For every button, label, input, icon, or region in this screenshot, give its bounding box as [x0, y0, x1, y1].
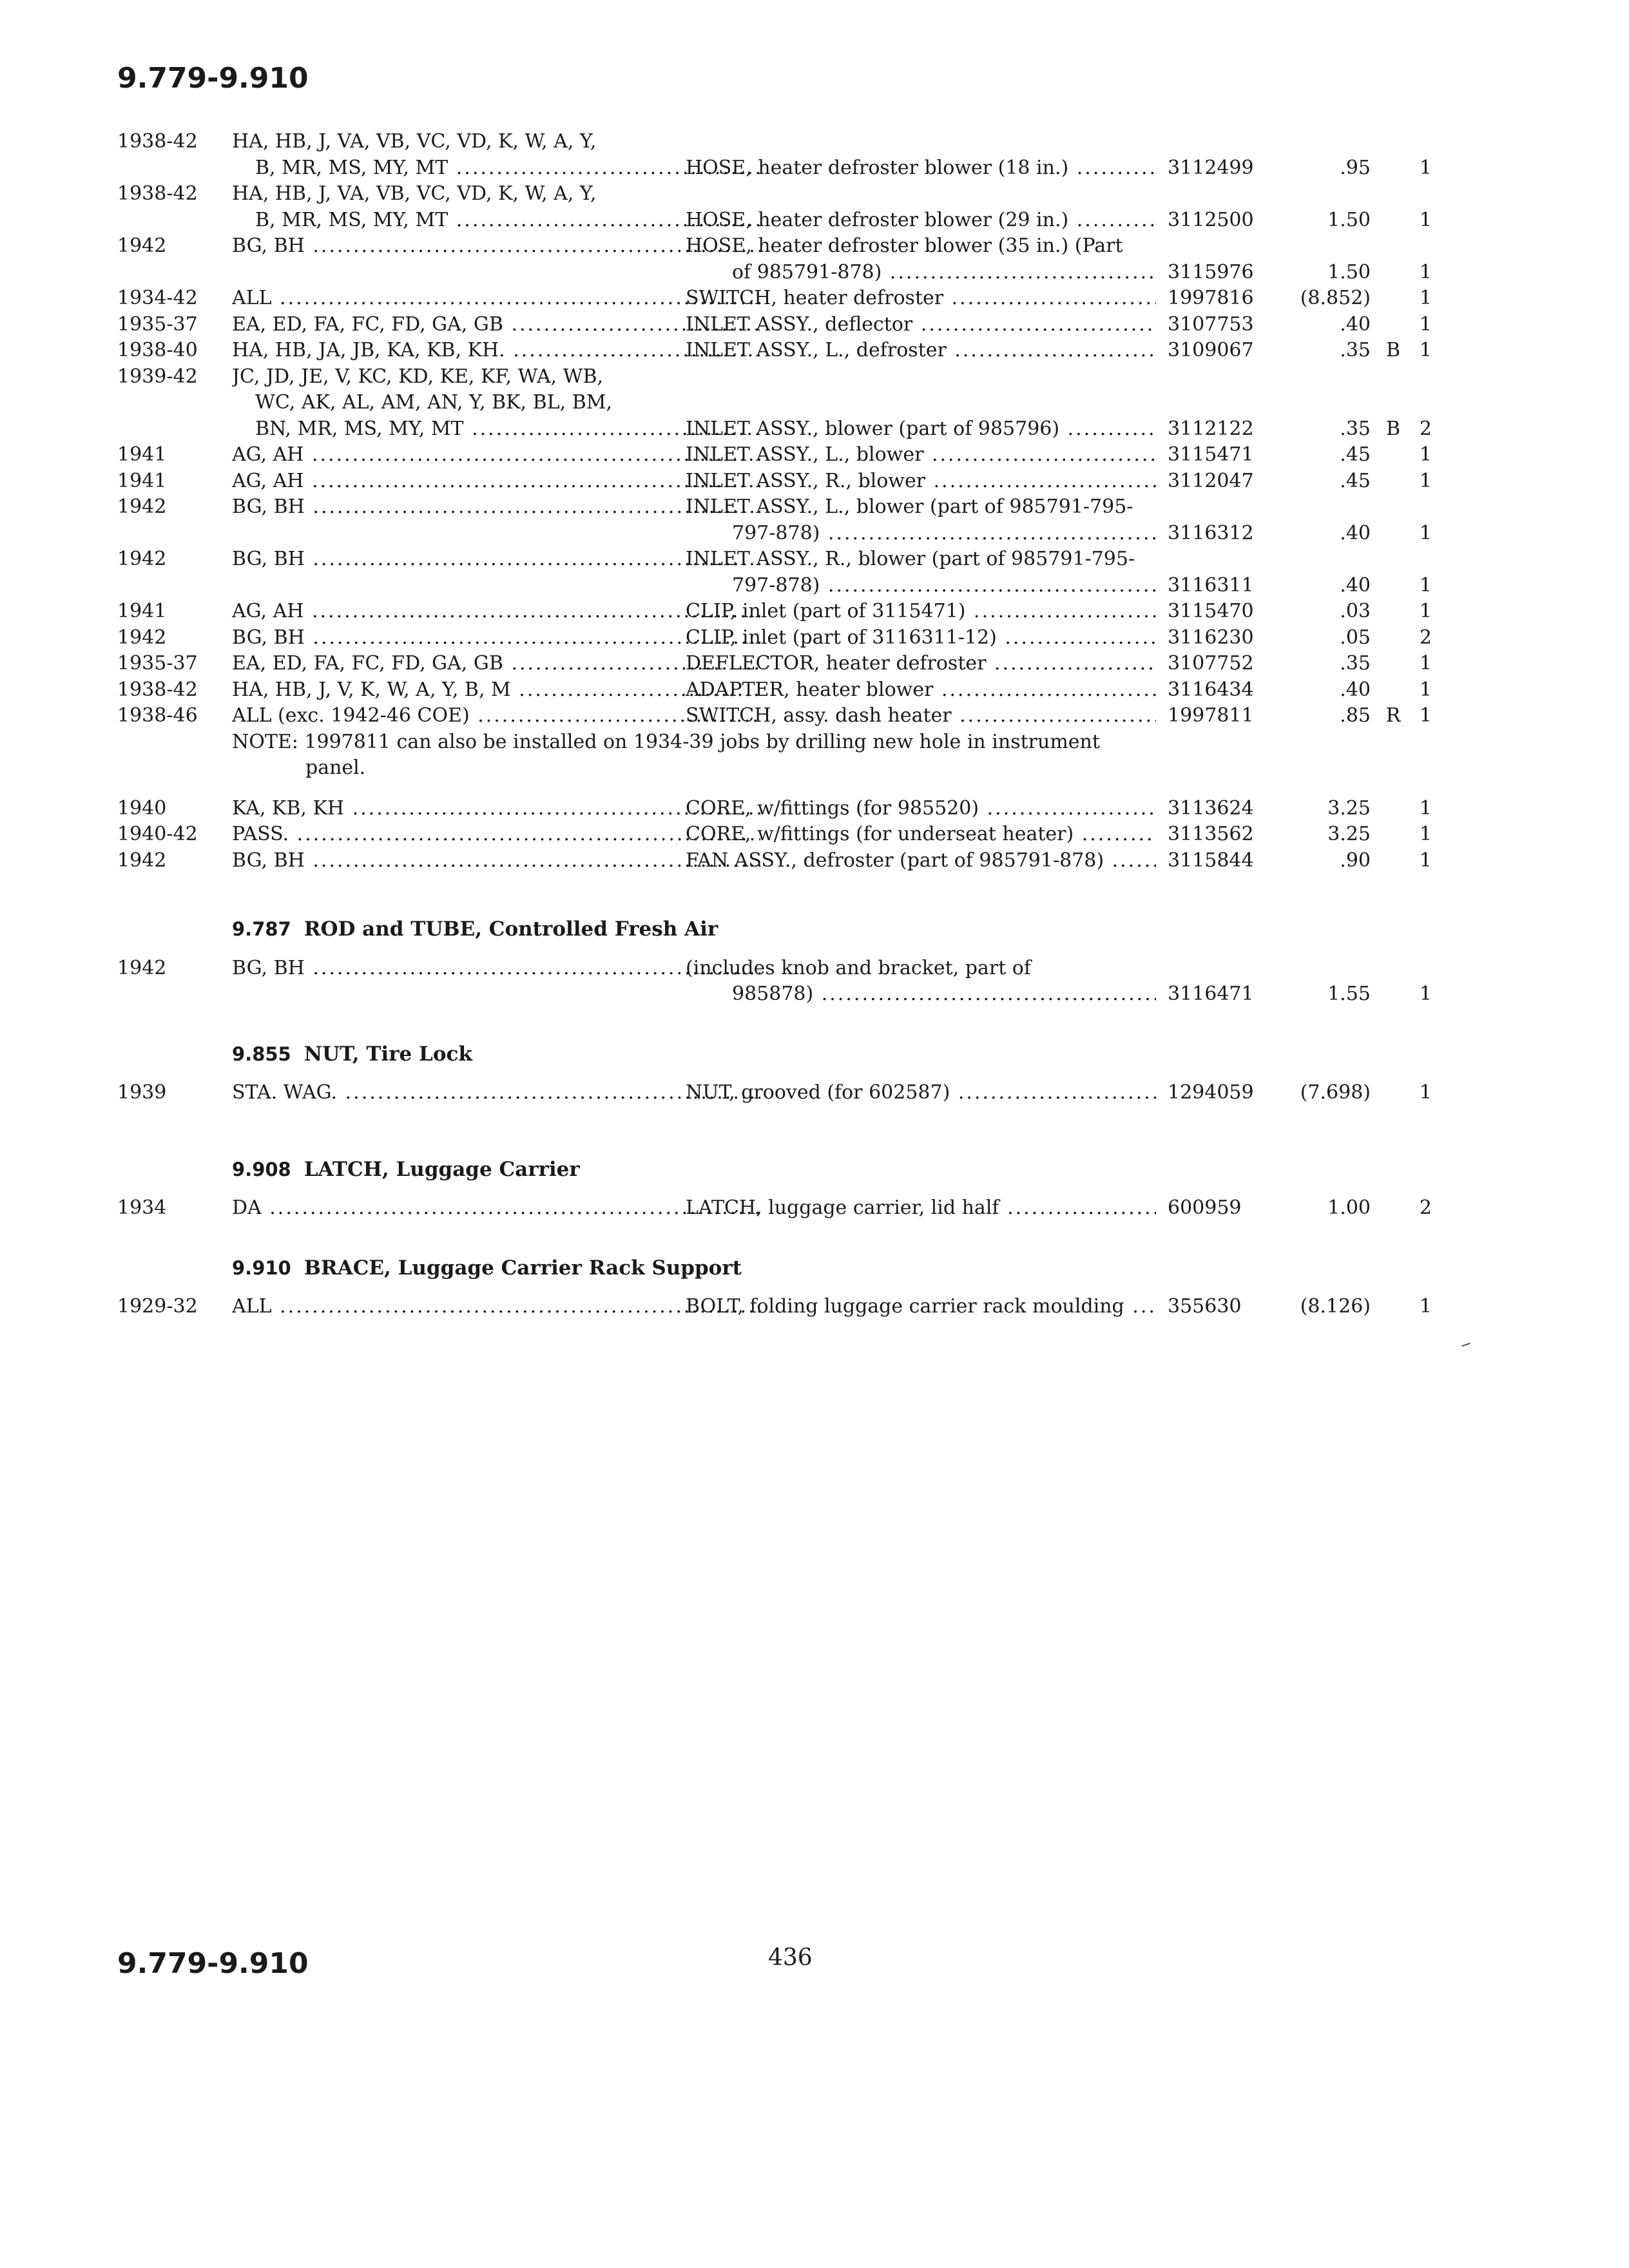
- part-number: 3116311: [1168, 573, 1254, 597]
- table-row: [117, 956, 1535, 1008]
- price: .45: [1340, 469, 1371, 492]
- models-text: BG, BH .....: [232, 494, 760, 521]
- description-cell: [686, 233, 1162, 285]
- part-number: 3115844: [1168, 849, 1254, 872]
- description-text: INLET ASSY., R., blower (part of 985791-795-: [686, 548, 1135, 570]
- description-cell: [686, 677, 1162, 704]
- table-row: [117, 677, 1535, 704]
- price: .05: [1340, 626, 1371, 649]
- table-row: [117, 703, 1535, 729]
- year-cell: 1942: [117, 849, 167, 872]
- description-line: [686, 416, 1162, 443]
- description-text: DEFLECTOR, heater defroster .....: [686, 651, 1156, 677]
- table-row: [117, 599, 1535, 625]
- description-line: [686, 546, 1162, 573]
- price: (7.698): [1300, 1081, 1371, 1104]
- models-text: BG, BH .....: [232, 546, 760, 573]
- quantity: 1: [1419, 652, 1432, 675]
- description-line: [686, 1294, 1162, 1320]
- stray-mark: [1461, 1343, 1470, 1347]
- price: .85: [1340, 704, 1371, 727]
- models-text: BG, BH .....: [232, 956, 760, 982]
- table-row: [117, 1195, 1535, 1222]
- parts-list: [117, 129, 1535, 1320]
- table-row: [117, 338, 1535, 364]
- description-line: [686, 981, 1162, 1008]
- table-row: [117, 312, 1535, 338]
- part-number: 3107753: [1168, 312, 1254, 336]
- code: R: [1385, 704, 1401, 727]
- description-text: INLET ASSY., L., blower (part of 985791-795-: [686, 495, 1133, 518]
- quantity: 1: [1419, 796, 1432, 820]
- spacer: [117, 782, 1535, 796]
- part-number: 3116471: [1168, 983, 1254, 1005]
- models-line: [232, 390, 767, 416]
- year-cell: 1935-37: [117, 312, 198, 336]
- description-line: [686, 207, 1162, 234]
- section-heading: [232, 1041, 1535, 1068]
- table-row: [117, 233, 1535, 285]
- price: 1.50: [1327, 260, 1371, 284]
- description-text: INLET ASSY., L., blower .....: [686, 442, 1156, 468]
- part-number: 600959: [1168, 1196, 1242, 1219]
- quantity: 1: [1419, 849, 1432, 872]
- price: 3.25: [1327, 796, 1371, 820]
- description-text: of 985791-878) .....: [732, 260, 1156, 286]
- description-cell: [686, 546, 1162, 599]
- price: .95: [1340, 156, 1371, 179]
- part-number: 1997816: [1168, 287, 1254, 309]
- year-cell: 1942: [117, 235, 167, 257]
- description-text: INLET ASSY., deflector .....: [686, 312, 1156, 338]
- description-text: HOSE, heater defroster blower (29 in.) .....: [686, 207, 1156, 234]
- code: B: [1385, 417, 1401, 440]
- models-text: ALL (exc. 1942-46 COE) .....: [232, 703, 760, 729]
- models-line: [232, 181, 767, 207]
- quantity: 1: [1419, 287, 1432, 309]
- description-line: [686, 703, 1162, 729]
- models-text: BG, BH .....: [232, 625, 760, 651]
- table-row: [117, 651, 1535, 677]
- price: .40: [1340, 573, 1371, 597]
- footer-heading: 9.779-9.910: [117, 1947, 309, 1980]
- part-number: 3112047: [1168, 469, 1254, 492]
- description-text: ADAPTER, heater blower .....: [686, 677, 1156, 704]
- table-row: [117, 181, 1535, 233]
- quantity: 1: [1419, 600, 1432, 622]
- table-row: [117, 494, 1535, 546]
- description-cell: [686, 285, 1162, 312]
- description-line: [686, 848, 1162, 874]
- quantity: 1: [1419, 339, 1432, 361]
- description-text: 797-878) .....: [732, 573, 1156, 599]
- price: .40: [1340, 312, 1371, 336]
- part-number: 3112499: [1168, 156, 1254, 179]
- quantity: 1: [1419, 1295, 1432, 1318]
- price: 1.50: [1327, 208, 1371, 231]
- table-row: [117, 468, 1535, 495]
- models-line: [232, 364, 767, 390]
- description-line: [686, 338, 1162, 364]
- quantity: 1: [1419, 521, 1432, 544]
- description-line: [686, 625, 1162, 651]
- models-text: AG, AH .....: [232, 442, 760, 468]
- year-cell: 1940-42: [117, 823, 198, 845]
- section-number: 9.910: [232, 1256, 291, 1279]
- description-cell: [686, 155, 1162, 182]
- models-text: AG, AH .....: [232, 468, 760, 495]
- description-line: [686, 599, 1162, 625]
- description-cell: [686, 625, 1162, 651]
- description-text: NUT, grooved (for 602587) .....: [686, 1080, 1156, 1106]
- description-text: CLIP, inlet (part of 3116311-12) .....: [686, 625, 1156, 651]
- section-heading: [232, 1255, 1535, 1282]
- year-cell: 1940: [117, 796, 167, 820]
- quantity: 1: [1419, 312, 1432, 336]
- note: [232, 729, 1276, 782]
- year-cell: 1938-42: [117, 182, 198, 205]
- models-text: AG, AH .....: [232, 599, 760, 625]
- description-line: [686, 1080, 1162, 1106]
- part-number: 1294059: [1168, 1081, 1254, 1104]
- description-text: INLET ASSY., blower (part of 985796) .....: [686, 416, 1156, 443]
- description-text: (includes knob and bracket, part of: [686, 956, 1031, 979]
- year-cell: 1938-40: [117, 339, 198, 361]
- part-number: 3112500: [1168, 208, 1254, 231]
- description-cell: [686, 651, 1162, 677]
- part-number: 3115470: [1168, 600, 1254, 622]
- part-number: 1997811: [1168, 704, 1254, 727]
- table-row: [117, 546, 1535, 599]
- part-number: 3116230: [1168, 626, 1254, 649]
- quantity: 1: [1419, 823, 1432, 845]
- year-cell: 1942: [117, 956, 167, 979]
- code: B: [1385, 339, 1401, 361]
- year-cell: 1929-32: [117, 1295, 198, 1318]
- description-cell: [686, 703, 1162, 729]
- description-cell: [686, 312, 1162, 338]
- section-title: BRACE, Luggage Carrier Rack Support: [304, 1256, 742, 1280]
- models-text: EA, ED, FA, FC, FD, GA, GB .....: [232, 651, 760, 677]
- description-line: [686, 521, 1162, 547]
- table-row: [117, 1294, 1535, 1320]
- year-cell: 1938-42: [117, 130, 198, 153]
- part-number: 3116312: [1168, 521, 1254, 544]
- price: .90: [1340, 849, 1371, 872]
- description-cell: [686, 442, 1162, 468]
- year-cell: 1938-42: [117, 678, 198, 701]
- description-cell: [686, 599, 1162, 625]
- models-text: BG, BH .....: [232, 233, 760, 260]
- price: 1.55: [1327, 983, 1371, 1005]
- quantity: 2: [1419, 626, 1432, 649]
- description-line: [686, 260, 1162, 286]
- description-line: [686, 468, 1162, 495]
- section-number: 9.787: [232, 918, 291, 940]
- description-text: LATCH, luggage carrier, lid half .....: [686, 1195, 1156, 1222]
- table-row: [117, 364, 1535, 443]
- year-cell: 1941: [117, 600, 167, 622]
- models-text: HA, HB, J, V, K, W, A, Y, B, M .....: [232, 677, 760, 704]
- table-row: [117, 796, 1535, 822]
- part-number: 3115976: [1168, 260, 1254, 284]
- quantity: 1: [1419, 156, 1432, 179]
- year-cell: 1934: [117, 1196, 167, 1219]
- description-cell: [686, 338, 1162, 364]
- description-cell: [686, 1294, 1162, 1320]
- quantity: 1: [1419, 573, 1432, 597]
- description-cell: [686, 468, 1162, 495]
- table-row: [117, 129, 1535, 181]
- section-title: ROD and TUBE, Controlled Fresh Air: [304, 918, 718, 941]
- note-line-2: panel.: [305, 756, 366, 779]
- description-line: [686, 155, 1162, 182]
- models-text: ALL .....: [232, 285, 760, 312]
- table-row: [117, 848, 1535, 874]
- part-number: 3112122: [1168, 417, 1254, 440]
- price: .03: [1340, 600, 1371, 622]
- description-line: [686, 494, 1162, 521]
- description-cell: [686, 1195, 1162, 1222]
- description-line: [686, 796, 1162, 822]
- models-text: JC, JD, JE, V, KC, KD, KE, KF, WA, WB,: [232, 365, 604, 388]
- year-cell: 1939: [117, 1081, 167, 1104]
- price: 3.25: [1327, 823, 1371, 845]
- note-line-1: NOTE: 1997811 can also be installed on 1934-39 jobs by drilling new hole in instrument: [232, 730, 1100, 753]
- description-text: 985878) .....: [732, 981, 1156, 1008]
- description-text: CORE, w/fittings (for 985520) .....: [686, 796, 1156, 822]
- models-text: BN, MR, MS, MY, MT .....: [255, 416, 760, 443]
- description-cell: [686, 494, 1162, 546]
- quantity: 2: [1419, 417, 1432, 440]
- year-cell: 1941: [117, 469, 167, 492]
- description-line: [686, 573, 1162, 599]
- models-line: [232, 129, 767, 155]
- part-number: 3113562: [1168, 823, 1254, 845]
- models-text: BG, BH .....: [232, 848, 760, 874]
- description-cell: [686, 956, 1162, 1008]
- price: (8.126): [1300, 1295, 1371, 1318]
- price: .35: [1340, 652, 1371, 675]
- description-text: HOSE, heater defroster blower (35 in.) (Part: [686, 235, 1123, 257]
- part-number: 355630: [1168, 1295, 1242, 1318]
- description-text: SWITCH, assy. dash heater .....: [686, 703, 1156, 729]
- description-cell: [686, 1080, 1162, 1106]
- description-text: BOLT, folding luggage carrier rack moulding .....: [686, 1294, 1156, 1320]
- description-cell: [686, 822, 1162, 848]
- description-line: [686, 822, 1162, 848]
- description-line: [686, 442, 1162, 468]
- description-line: [686, 233, 1162, 260]
- table-row: [117, 442, 1535, 468]
- description-text: 797-878) .....: [732, 521, 1156, 547]
- description-text: INLET ASSY., R., blower .....: [686, 468, 1156, 495]
- price: 1.00: [1327, 1196, 1371, 1219]
- quantity: 1: [1419, 469, 1432, 492]
- description-line: [686, 1195, 1162, 1222]
- description-line: [686, 651, 1162, 677]
- models-text: B, MR, MS, MY, MT .....: [255, 207, 760, 234]
- description-text: CLIP, inlet (part of 3115471) .....: [686, 599, 1156, 625]
- quantity: 1: [1419, 260, 1432, 284]
- description-text: INLET ASSY., L., defroster .....: [686, 338, 1156, 364]
- description-line: [686, 312, 1162, 338]
- models-text: HA, HB, J, VA, VB, VC, VD, K, W, A, Y,: [232, 130, 597, 153]
- models-text: HA, HB, J, VA, VB, VC, VD, K, W, A, Y,: [232, 182, 597, 205]
- models-text: KA, KB, KH .....: [232, 796, 760, 822]
- description-line: [686, 956, 1162, 982]
- description-text: FAN ASSY., defroster (part of 985791-878) .....: [686, 848, 1156, 874]
- quantity: 1: [1419, 678, 1432, 701]
- quantity: 2: [1419, 1196, 1432, 1219]
- part-number: 3113624: [1168, 796, 1254, 820]
- table-row: [117, 625, 1535, 651]
- quantity: 1: [1419, 208, 1432, 231]
- models-text: DA .....: [232, 1195, 760, 1222]
- models-text: ALL .....: [232, 1294, 760, 1320]
- description-cell: [686, 848, 1162, 874]
- description-cell: [686, 416, 1162, 443]
- section-number: 9.908: [232, 1158, 291, 1180]
- models-text: WC, AK, AL, AM, AN, Y, BK, BL, BM,: [255, 391, 613, 414]
- price: .40: [1340, 521, 1371, 544]
- description-text: HOSE, heater defroster blower (18 in.) .....: [686, 155, 1156, 182]
- description-cell: [686, 207, 1162, 234]
- price: .40: [1340, 678, 1371, 701]
- price: (8.852): [1300, 287, 1371, 309]
- year-cell: 1938-46: [117, 704, 198, 727]
- quantity: 1: [1419, 1081, 1432, 1104]
- year-cell: 1935-37: [117, 652, 198, 675]
- section-number: 9.855: [232, 1043, 291, 1065]
- description-text: SWITCH, heater defroster .....: [686, 285, 1156, 312]
- price: .45: [1340, 443, 1371, 466]
- year-cell: 1942: [117, 548, 167, 570]
- table-row: [117, 1080, 1535, 1106]
- description-cell: [686, 796, 1162, 822]
- year-cell: 1942: [117, 495, 167, 518]
- section-heading: [232, 1157, 1535, 1183]
- part-number: 3115471: [1168, 443, 1254, 466]
- quantity: 1: [1419, 704, 1432, 727]
- models-text: HA, HB, JA, JB, KA, KB, KH. .....: [232, 338, 760, 364]
- price: .35: [1340, 417, 1371, 440]
- quantity: 1: [1419, 443, 1432, 466]
- part-number: 3109067: [1168, 339, 1254, 361]
- year-cell: 1942: [117, 626, 167, 649]
- part-number: 3116434: [1168, 678, 1254, 701]
- models-text: PASS. .....: [232, 822, 760, 848]
- page-heading: 9.779-9.910: [117, 62, 309, 95]
- description-line: [686, 677, 1162, 704]
- section-heading: [232, 916, 1535, 943]
- models-text: STA. WAG. .....: [232, 1080, 760, 1106]
- description-line: [686, 285, 1162, 312]
- section-title: LATCH, Luggage Carrier: [304, 1157, 580, 1181]
- table-row: [117, 285, 1535, 312]
- year-cell: 1941: [117, 443, 167, 466]
- models-text: B, MR, MS, MY, MT .....: [255, 155, 760, 182]
- page-number: 436: [768, 1945, 813, 1971]
- year-cell: 1939-42: [117, 365, 198, 388]
- part-number: 3107752: [1168, 652, 1254, 675]
- year-cell: 1934-42: [117, 287, 198, 309]
- section-title: NUT, Tire Lock: [304, 1042, 472, 1066]
- models-text: EA, ED, FA, FC, FD, GA, GB .....: [232, 312, 760, 338]
- description-text: CORE, w/fittings (for underseat heater) .....: [686, 822, 1156, 848]
- quantity: 1: [1419, 983, 1432, 1005]
- table-row: [117, 822, 1535, 848]
- price: .35: [1340, 339, 1371, 361]
